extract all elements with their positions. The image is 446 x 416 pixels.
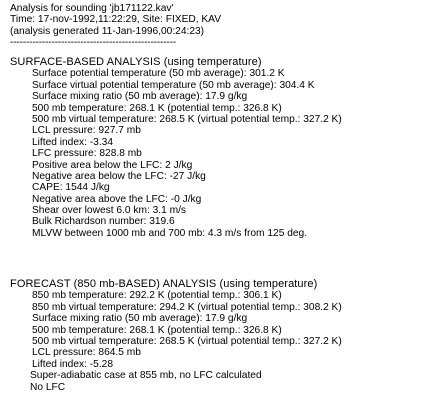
forecast-line: 850 mb temperature: 292.2 K (potential temp.: 306.1 K) (32, 290, 282, 302)
forecast-line: 850 mb virtual temperature: 294.2 K (virtual potential temp.: 308.2 K) (32, 301, 342, 313)
surface-line: MLVW between 1000 mb and 700 mb: 4.3 m/s from 125 deg. (32, 227, 308, 239)
forecast-line: 500 mb virtual temperature: 268.5 K (virtual potential temp.: 327.2 K) (32, 335, 342, 347)
surface-line: Negative area below the LFC: -27 J/kg (32, 170, 206, 182)
forecast-note: Super-adiabatic case at 855 mb, no LFC calculated (30, 370, 262, 382)
surface-line: 500 mb virtual temperature: 268.5 K (virtual potential temp.: 327.2 K) (32, 113, 342, 125)
surface-line: Positive area below the LFC: 2 J/kg (32, 159, 193, 171)
surface-based-section (0, 57, 446, 239)
forecast-line: 500 mb temperature: 268.1 K (potential temp.: 326.8 K) (32, 324, 282, 336)
surface-line: Shear over lowest 6.0 km: 3.1 m/s (32, 205, 187, 217)
surface-line: Surface mixing ratio (50 mb average): 17.9 g/kg (32, 91, 248, 103)
surface-line: 500 mb temperature: 268.1 K (potential temp.: 326.8 K) (32, 102, 282, 114)
surface-line: Negative area above the LFC: -0 J/kg (32, 193, 202, 205)
analysis-generated: (analysis generated 11-Jan-1996,00:24:23) (10, 25, 205, 37)
forecast-line: LCL pressure: 864.5 mb (32, 347, 141, 359)
surface-line: CAPE: 1544 J/kg (32, 182, 110, 194)
forecast-line: Lifted index: -5.28 (32, 358, 113, 370)
sounding-time-site: Time: 17-nov-1992,11:22:29, Site: FIXED, KAV (10, 14, 222, 26)
forecast-850mb-section (0, 279, 446, 393)
forecast-line: Surface mixing ratio (50 mb average): 17.9 g/kg (32, 313, 248, 325)
surface-line: Surface potential temperature (50 mb average): 301.2 K (32, 68, 285, 80)
analysis-header (0, 3, 446, 49)
surface-line: Lifted index: -3.34 (32, 136, 113, 148)
section-title-forecast: FORECAST (850 mb-BASED) ANALYSIS (using temperature) (10, 278, 318, 290)
sounding-title: Analysis for sounding 'jb171122.kav' (10, 3, 174, 14)
surface-line: Surface virtual potential temperature (50 mb average): 304.4 K (32, 79, 315, 91)
surface-line: LCL pressure: 927.7 mb (32, 125, 141, 137)
section-title-surface: SURFACE-BASED ANALYSIS (using temperature) (10, 56, 262, 68)
forecast-note: No LFC (30, 381, 66, 393)
surface-line: Bulk Richardson number: 319.6 (32, 216, 175, 228)
header-separator: ---------------------------------------------------- (10, 37, 177, 49)
surface-line: LFC pressure: 828.8 mb (32, 148, 142, 160)
